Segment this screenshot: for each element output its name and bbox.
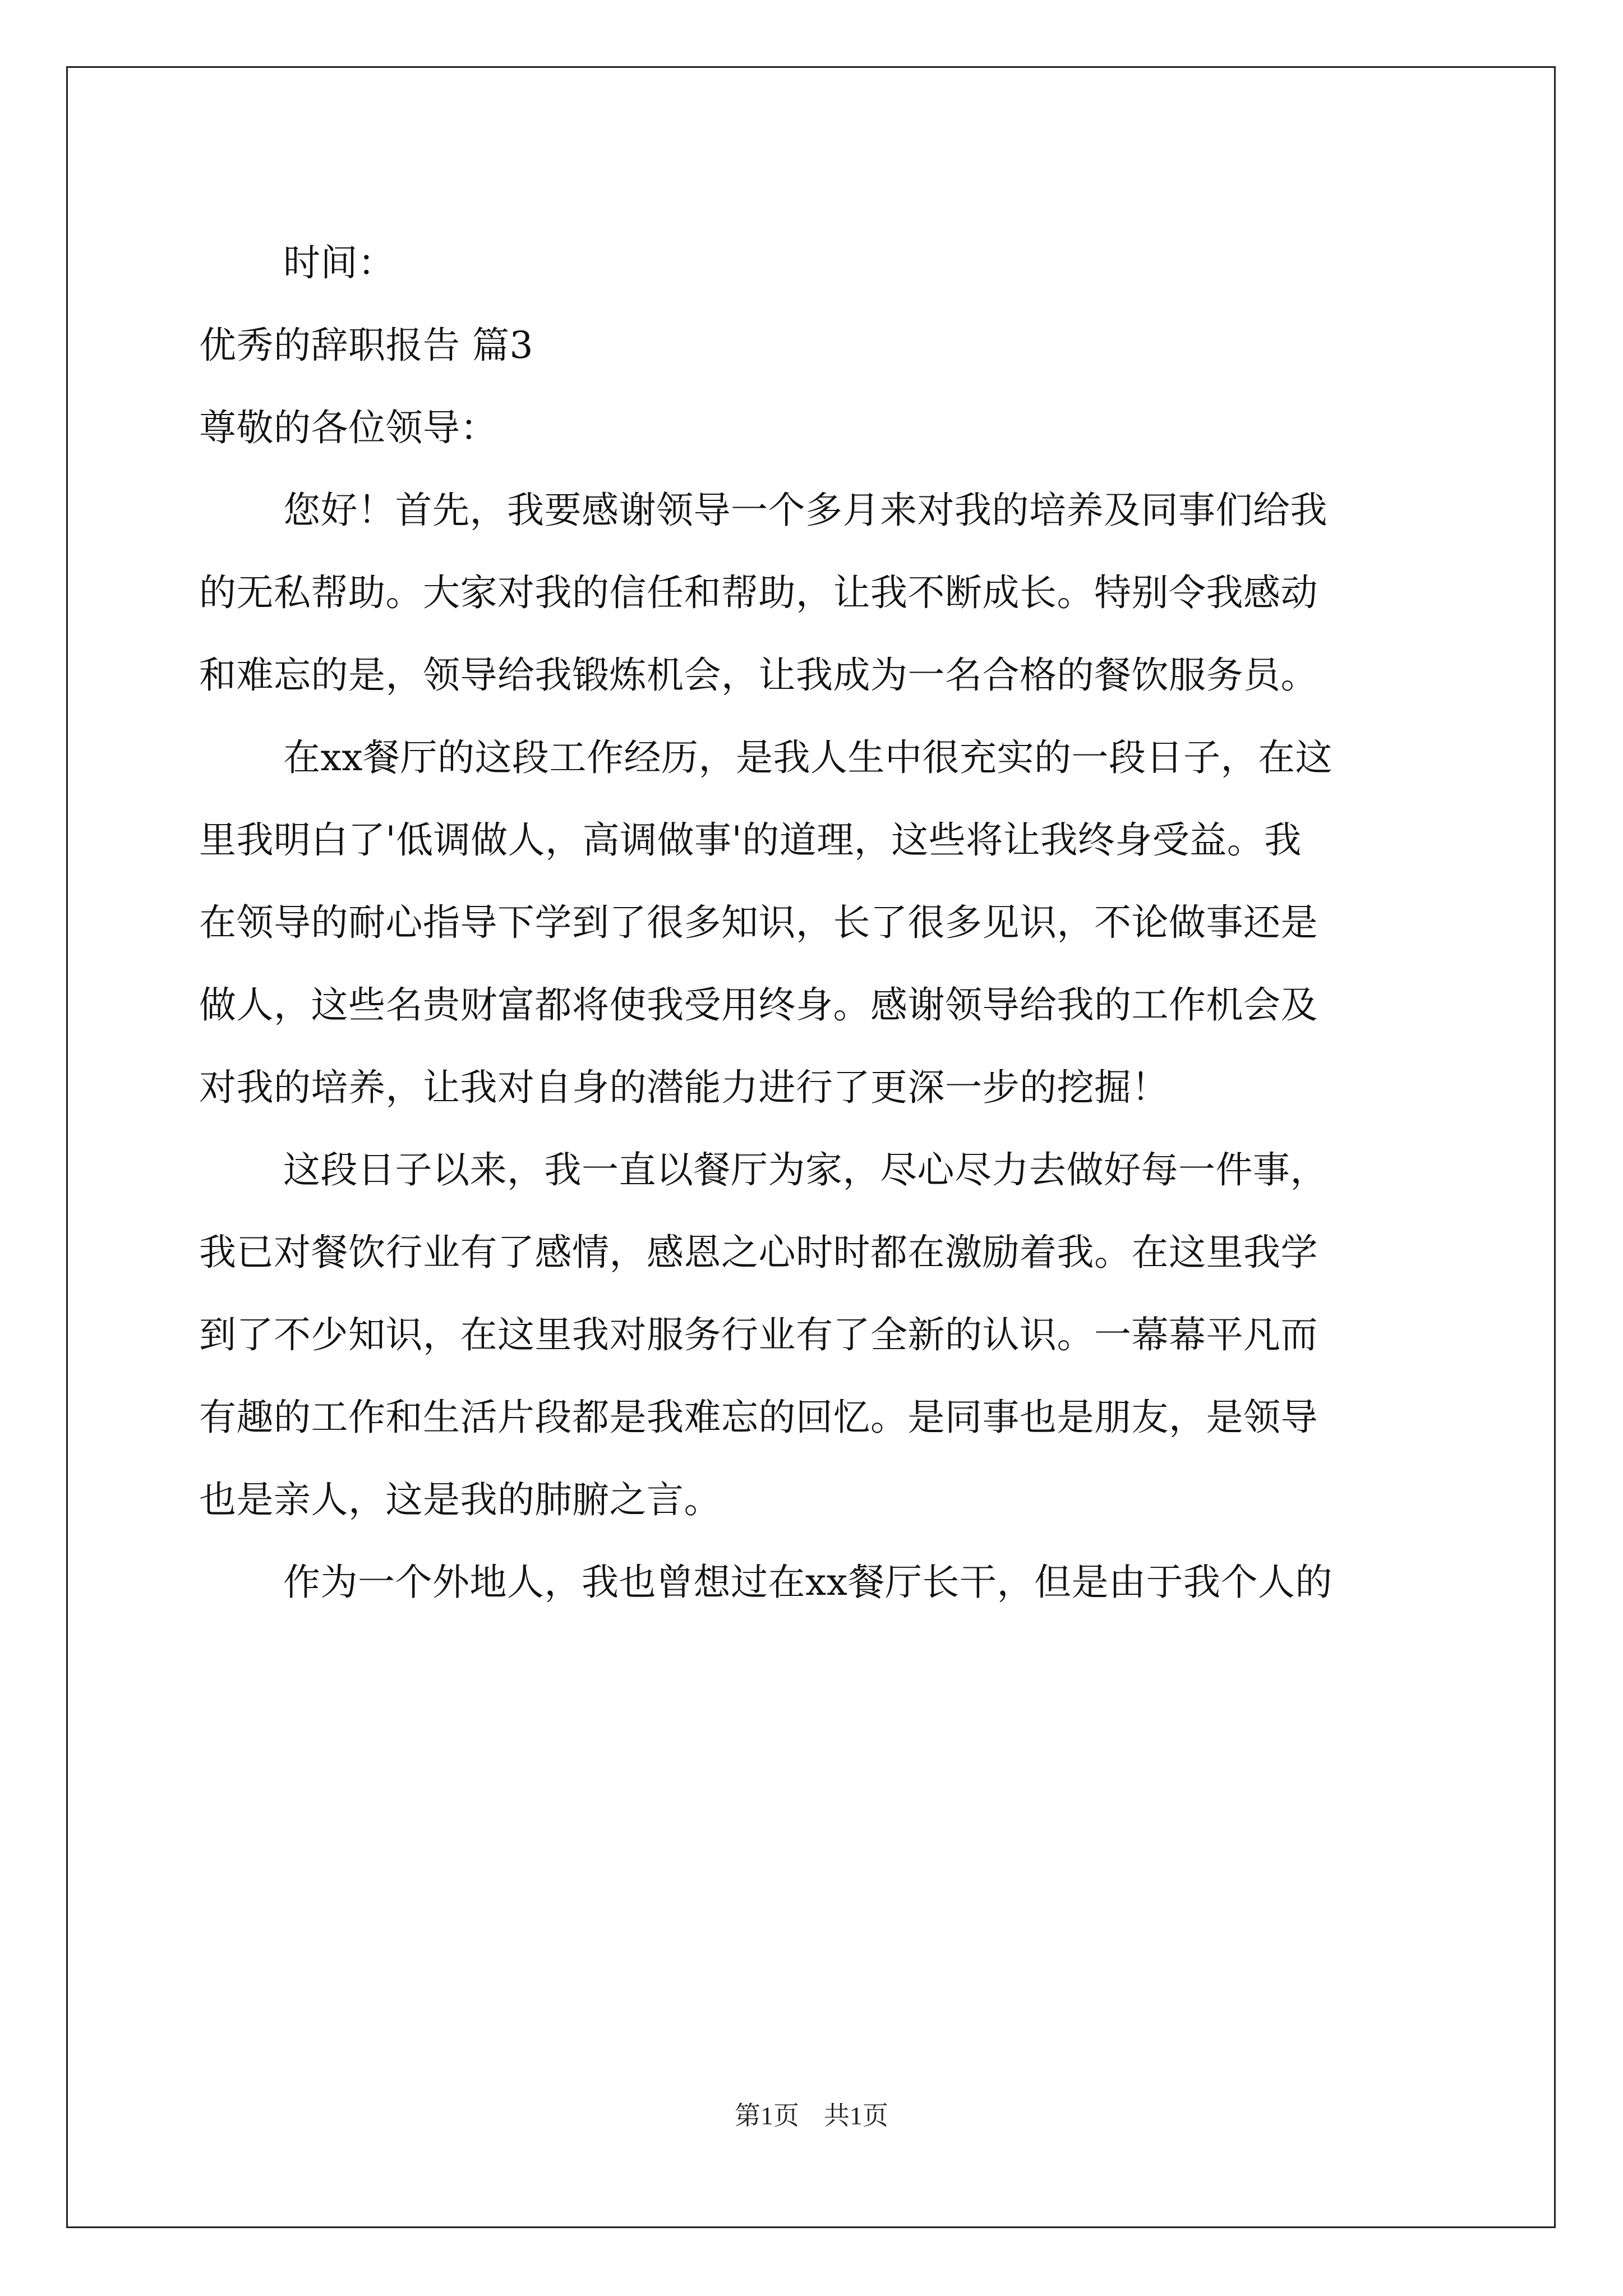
salutation: 尊敬的各位领导： [199,406,497,449]
paragraph-line: 对我的培养，让我对自身的潜能力进行了更深一步的挖掘！ [199,1066,1169,1109]
paragraph-line: 您好！首先，我要感谢领导一个多月来对我的培养及同事们给我 [283,489,1327,532]
paragraph-line: 做人，这些名贵财富都将使我受用终身。感谢领导给我的工作机会及 [199,983,1318,1027]
paragraph-line: 我已对餐饮行业有了感情，感恩之心时时都在激励着我。在这里我学 [199,1231,1318,1274]
section-title: 优秀的辞职报告 篇3 [199,324,533,367]
paragraph-line: 也是亲人，这是我的肺腑之言。 [199,1478,721,1521]
document-body [199,222,1433,1623]
time-line: 时间： [283,241,395,284]
page-footer [0,2095,1623,2132]
paragraph-line: 的无私帮助。大家对我的信任和帮助，让我不断成长。特别令我感动 [199,571,1318,614]
paragraph-line: 里我明白了'低调做人，高调做事'的道理，这些将让我终身受益。我 [199,818,1302,862]
paragraph-line: 作为一个外地人，我也曾想过在xx餐厅长干，但是由于我个人的 [283,1561,1332,1604]
paragraph-line: 到了不少知识，在这里我对服务行业有了全新的认识。一幕幕平凡而 [199,1313,1318,1356]
paragraph-line: 有趣的工作和生活片段都是我难忘的回忆。是同事也是朋友，是领导 [199,1396,1318,1439]
page-number-current: 第1页 [735,2101,799,2130]
page-number-total: 共1页 [824,2101,888,2130]
paragraph-line: 和难忘的是，领导给我锻炼机会，让我成为一名合格的餐饮服务员。 [199,654,1318,697]
paragraph-line: 这段日子以来，我一直以餐厅为家，尽心尽力去做好每一件事， [283,1148,1327,1191]
paragraph-line: 在xx餐厅的这段工作经历，是我人生中很充实的一段日子，在这 [283,736,1332,779]
paragraph-line: 在领导的耐心指导下学到了很多知识，长了很多见识，不论做事还是 [199,901,1318,944]
